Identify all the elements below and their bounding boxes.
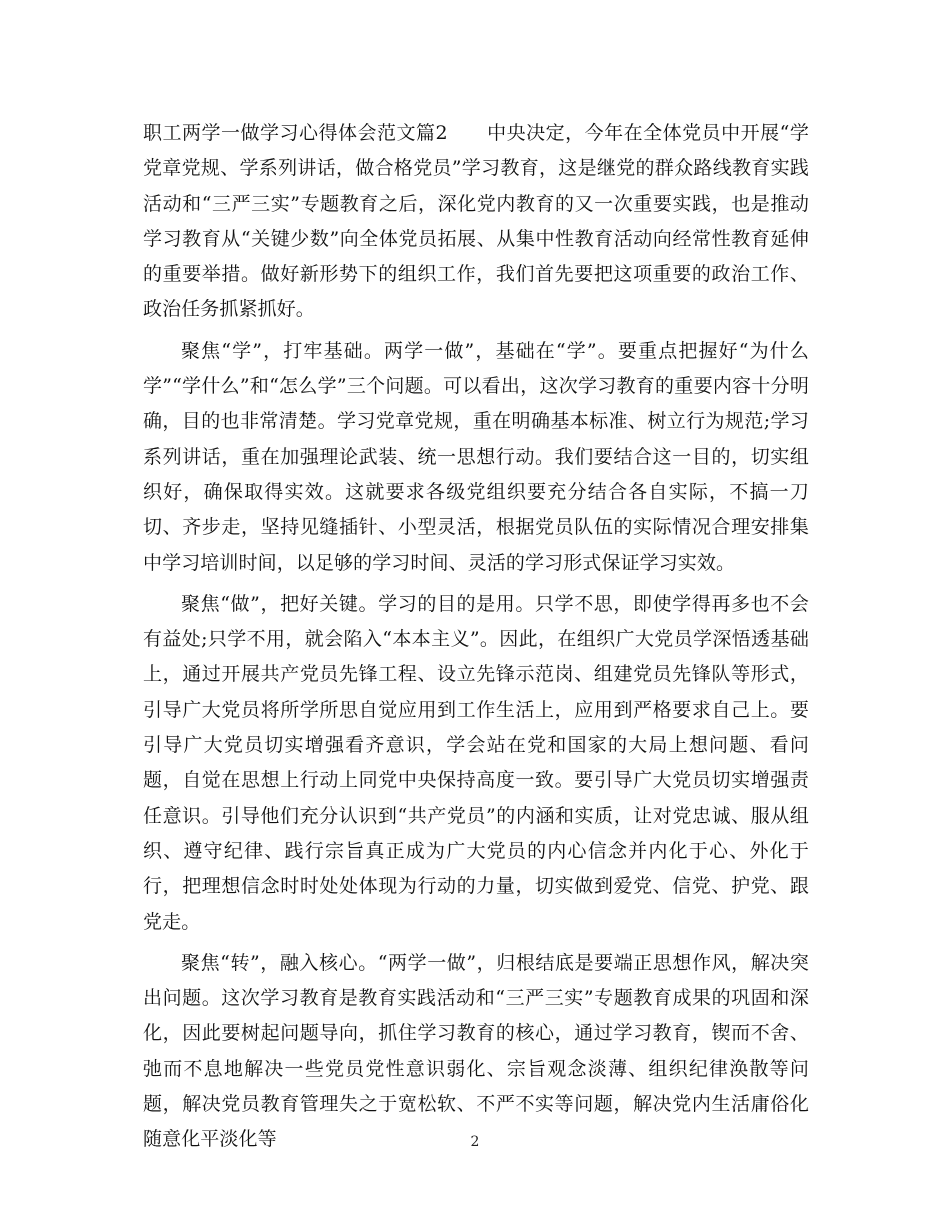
paragraph-3: 聚焦“做”，把好关键。学习的目的是用。只学不思，即使学得再多也不会有益处;只学不用，就会陷入“本本主义”。因此，在组织广大党员学深悟透基础上，通过开展共产党员先锋工程、设立先锋示范岗、组建党员先锋队等形式，引导广大党员将所学所思自觉应用到工作生活上，应用到严格要求自己上。要引导广大党员切实增强看齐意识，学会站在党和国家的大局上想问题、看问题，自觉在思想上行动上同党中央保持高度一致。要引导广大党员切实增强责任意识。引导他们充分认识到“共产党员”的内涵和实质，让对党忠诚、服从组织、遵守纪律、践行宗旨真正成为广大党员的内心信念并内化于心、外化于行，把理想信念时时处处体现为行动的力量，切实做到爱党、信党、护党、跟党走。 bbox=[143, 592, 809, 933]
paragraph-2: 聚焦“学”，打牢基础。两学一做”，基础在“学”。要重点把握好“为什么学”“学什么”和“怎么学”三个问题。可以看出，这次学习教育的重要内容十分明确，目的也非常清楚。学习党章党规，重在明确基本标准、树立行为规范;学习系列讲话，重在加强理论武装、统一思想行动。我们要结合这一目的，切实组织好，确保取得实效。这就要求各级党组织要充分结合各自实际，不搞一刀切、齐步走，坚持见缝插针、小型灵活，根据党员队伍的实际情况合理安排集中学习培训时间，以足够的学习时间、灵活的学习形式保证学习实效。 bbox=[143, 339, 809, 574]
page-number: 2 bbox=[470, 1134, 480, 1150]
paragraph-1: 职工两学一做学习心得体会范文篇2 中央决定，今年在全体党员中开展“学党章党规、学系列讲话，做合格党员”学习教育，这是继党的群众路线教育实践活动和“三严三实”专题教育之后，深化党内教育的又一次重要实践，也是推动学习教育从“关键少数”向全体党员拓展、从集中性教育活动向经常性教育延伸的重要举措。做好新形势下的组织工作，我们首先要把这项重要的政治工作、政治任务抓紧抓好。 bbox=[143, 122, 809, 321]
paragraph-4: 聚焦“转”，融入核心。“两学一做”，归根结底是要端正思想作风，解决突出问题。这次学习教育是教育实践活动和“三严三实”专题教育成果的巩固和深化，因此要树起问题导向，抓住学习教育的核心，通过学习教育，锲而不舍、弛而不息地解决一些党员党性意识弱化、宗旨观念淡薄、组织纪律涣散等问题，解决党员教育管理失之于宽松软、不严不实等问题，解决党内生活庸俗化随意化平淡化等 bbox=[143, 951, 809, 1151]
document-body bbox=[143, 116, 809, 1158]
